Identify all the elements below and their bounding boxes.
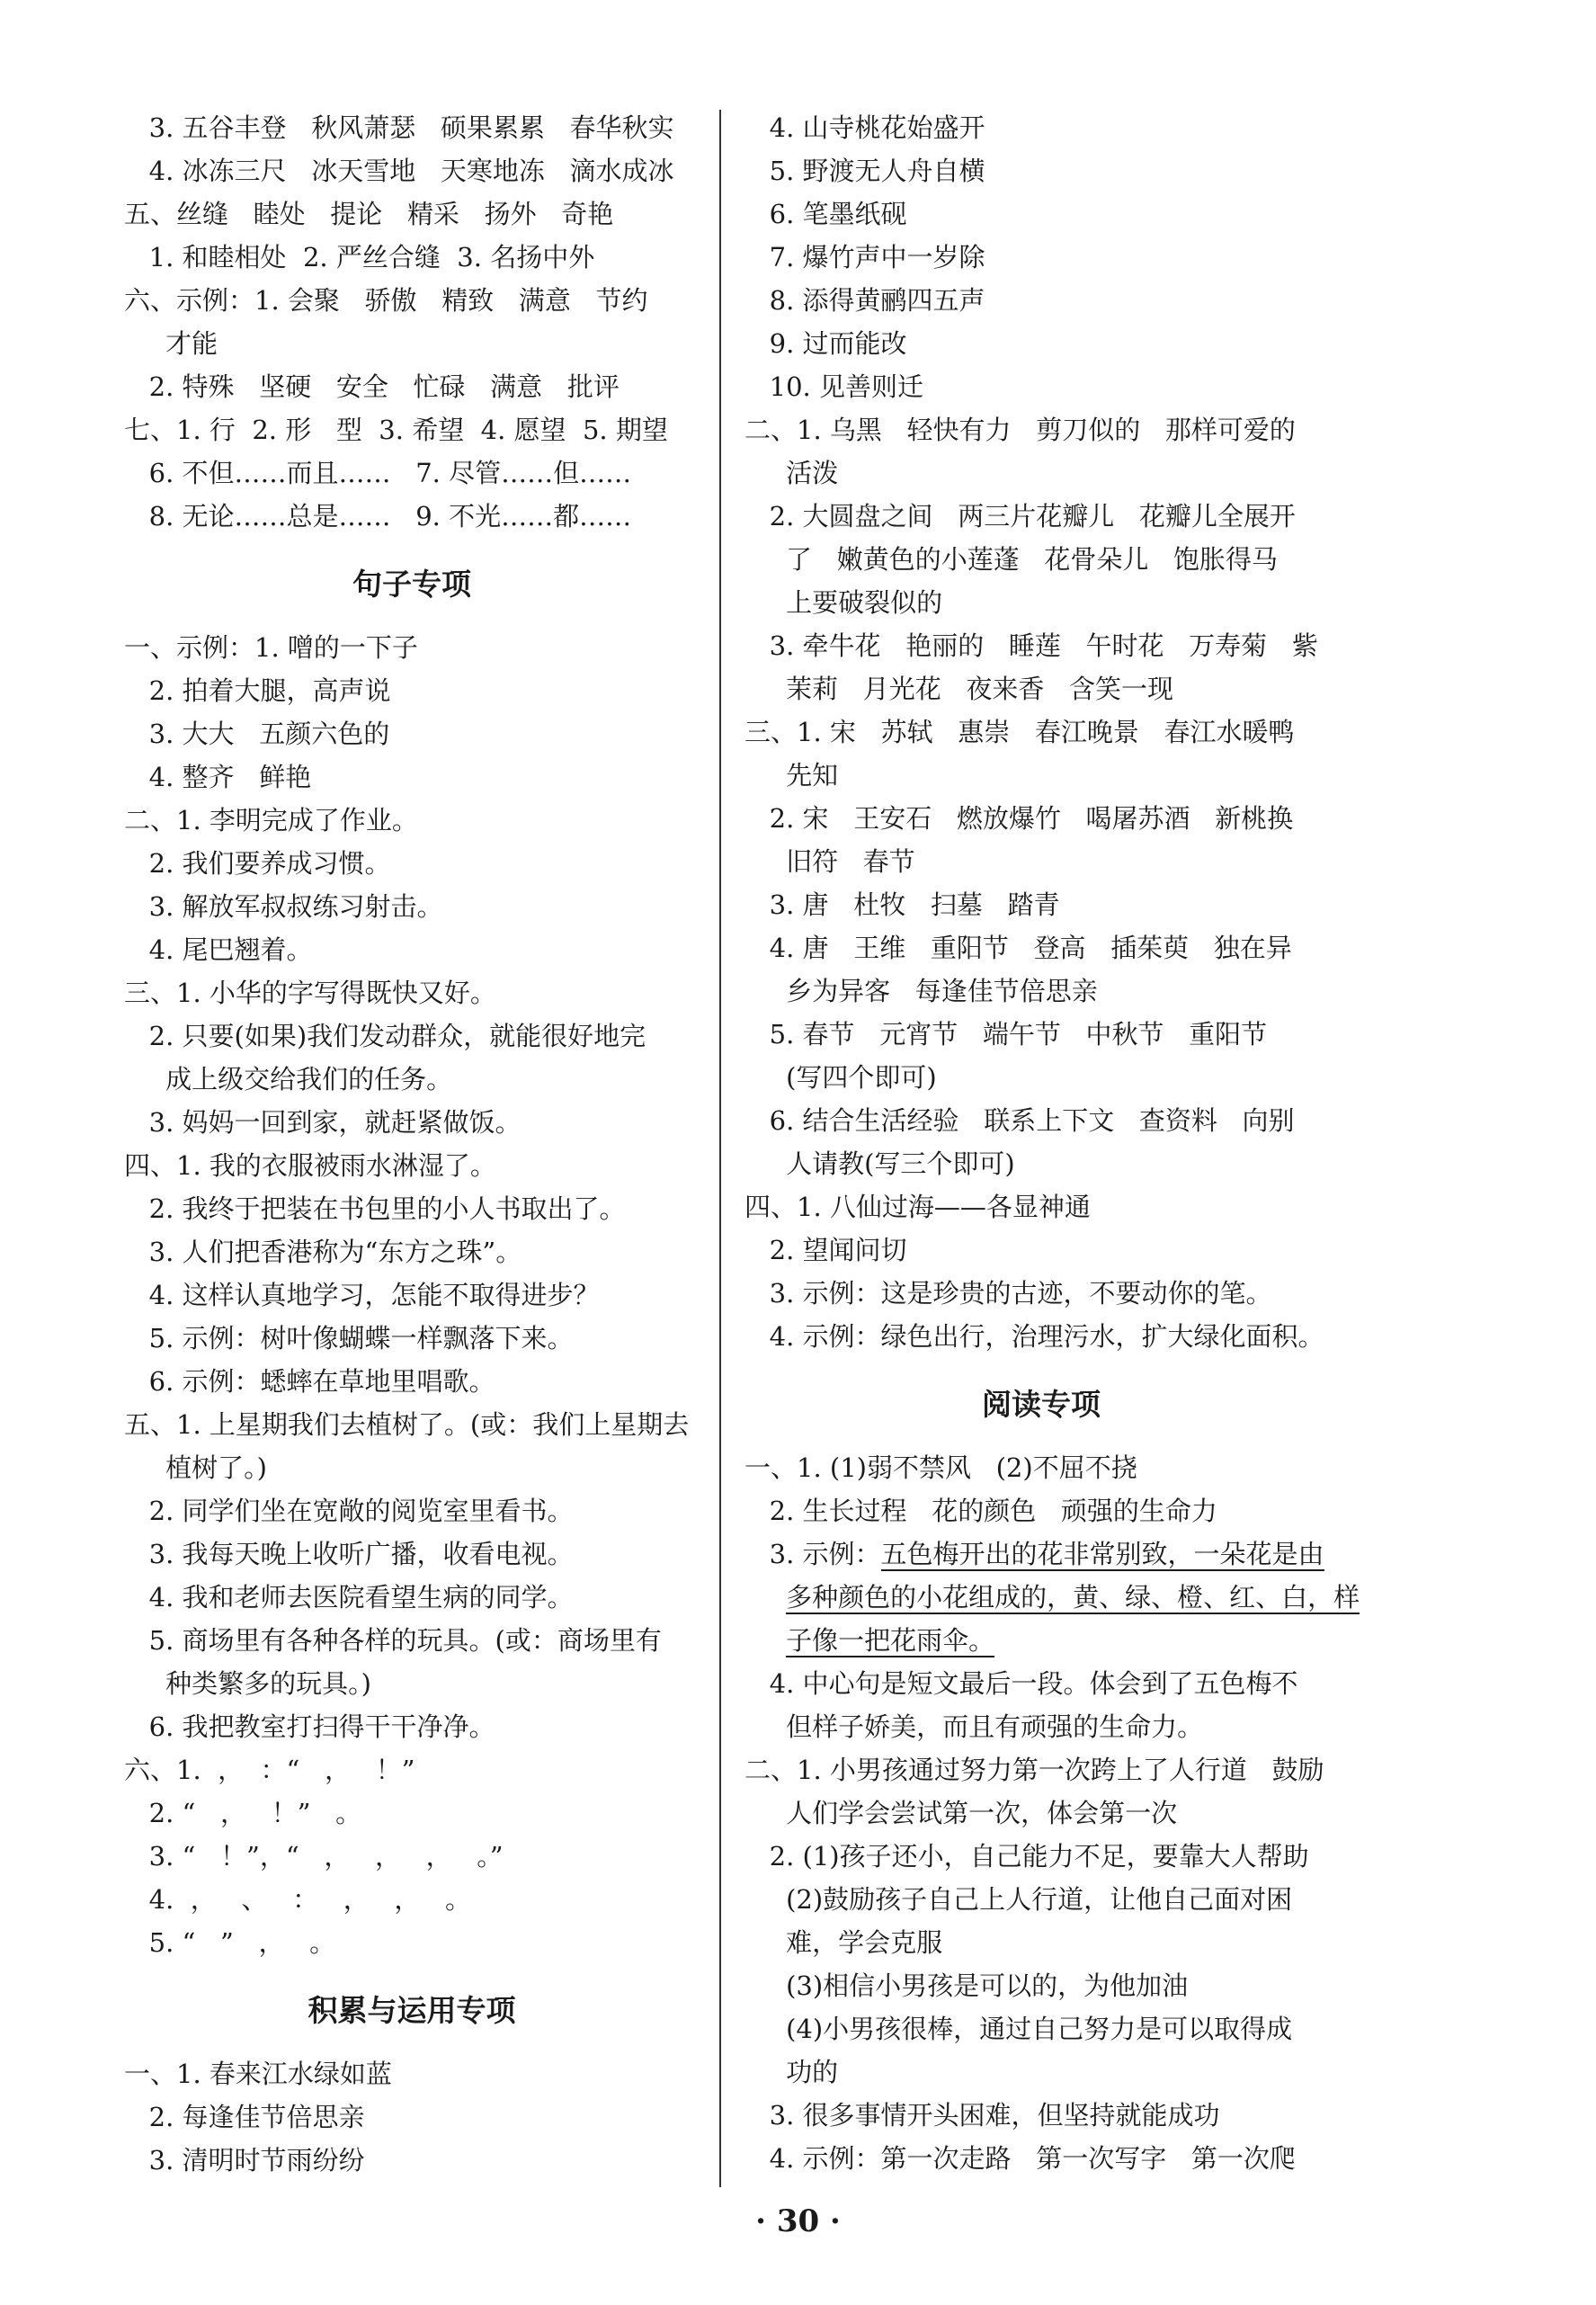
line-text: 2. 拍着大腿，高声说 <box>124 675 391 706</box>
answer-line <box>745 149 1338 192</box>
answer-line <box>124 1576 700 1619</box>
line-text: 2. 宋 王安石 燃放爆竹 喝屠苏酒 新桃换 <box>745 803 1294 834</box>
line-text: 3. “ ！”，“ ， ， ， 。” <box>124 1841 504 1872</box>
line-text: (2)鼓励孩子自己上人行道，让他自己面对困 <box>745 1884 1293 1915</box>
line-text: 3. 很多事情开头困难，但坚持就能成功 <box>745 2100 1220 2131</box>
line-text: 才能 <box>124 328 218 359</box>
answer-line <box>745 1315 1338 1358</box>
answer-line <box>124 1791 700 1835</box>
answer-line <box>124 1317 700 1360</box>
section-heading <box>124 538 700 626</box>
line-text: 二、1. 小男孩通过努力第一次跨上了人行道 鼓励 <box>745 1755 1324 1785</box>
answer-line <box>124 236 700 279</box>
answer-line <box>745 1013 1338 1056</box>
answer-line <box>745 2094 1338 2137</box>
section-heading <box>745 1358 1338 1446</box>
answer-line <box>745 1489 1338 1532</box>
answer-line <box>745 667 1338 710</box>
answer-line <box>124 1446 700 1489</box>
line-text: 人请教(写三个即可) <box>745 1148 1015 1179</box>
line-text: 2. 特殊 坚硬 安全 忙碌 满意 批评 <box>124 371 620 402</box>
answer-line <box>124 1144 700 1187</box>
line-text: 5. 示例：树叶像蝴蝶一样飘落下来。 <box>124 1323 574 1354</box>
answer-line <box>124 451 700 495</box>
answer-line <box>124 1403 700 1446</box>
line-text: 一、1. 春来江水绿如蓝 <box>124 2059 392 2089</box>
answer-line <box>124 1835 700 1878</box>
left-column <box>124 106 700 2182</box>
answer-line <box>745 365 1338 408</box>
answer-line <box>124 365 700 408</box>
answer-line <box>745 1705 1338 1748</box>
answer-line <box>745 926 1338 969</box>
answer-line <box>124 1619 700 1662</box>
line-text: (4)小男孩很棒，通过自己努力是可以取得成 <box>745 2014 1293 2044</box>
answer-line <box>745 279 1338 322</box>
answer-line <box>745 710 1338 754</box>
line-text: 4. 唐 王维 重阳节 登高 插茱萸 独在异 <box>745 933 1292 963</box>
line-text: 一、示例：1. 噌的一下子 <box>124 632 418 663</box>
line-text: 六、示例：1. 会聚 骄傲 精致 满意 节约 <box>124 285 648 316</box>
line-text <box>745 1625 786 1656</box>
line-text: 2. 望闻问切 <box>745 1235 907 1265</box>
line-text: 4. 示例：第一次走路 第一次写字 第一次爬 <box>745 2143 1296 2174</box>
answer-line <box>124 408 700 451</box>
line-text: 人们学会尝试第一次，体会第一次 <box>745 1798 1178 1828</box>
line-text: 2. (1)孩子还小，自己能力不足，要靠大人帮助 <box>745 1841 1309 1872</box>
line-text: 茉莉 月光花 夜来香 含笑一现 <box>745 674 1174 704</box>
line-text: 4. 中心句是短文最后一段。体会到了五色梅不 <box>745 1668 1298 1699</box>
line-text: 活泼 <box>745 458 839 488</box>
answer-line <box>124 1058 700 1101</box>
answer-line <box>745 1576 1360 1619</box>
line-text: 旧符 春节 <box>745 846 915 877</box>
answer-line <box>745 581 1338 624</box>
line-text: 2. 我终于把装在书包里的小人书取出了。 <box>124 1193 626 1224</box>
line-text: 4. 冰冻三尺 冰天雪地 天寒地冻 滴水成冰 <box>124 156 674 186</box>
answer-line <box>124 1878 700 1921</box>
line-text: 3. 示例： <box>745 1539 881 1569</box>
line-text: 3. 牵牛花 艳丽的 睡莲 午时花 万寿菊 紫 <box>745 630 1318 661</box>
line-text: 二、1. 李明完成了作业。 <box>124 805 418 835</box>
line-text: 一、1. (1)弱不禁风 (2)不屈不挠 <box>745 1452 1137 1483</box>
line-text: 2. “ ， ！” 。 <box>124 1798 362 1828</box>
line-text: 6. 不但……而且…… 7. 尽管……但…… <box>124 458 632 488</box>
line-text: 了 嫩黄色的小莲蓬 花骨朵儿 饱胀得马 <box>745 544 1279 575</box>
line-text: 乡为异客 每逢佳节倍思亲 <box>745 976 1098 1006</box>
line-text: (3)相信小男孩是可以的，为他加油 <box>745 1970 1189 2001</box>
line-text: 2. 大圆盘之间 两三片花瓣儿 花瓣儿全展开 <box>745 501 1296 532</box>
answer-line <box>745 2007 1338 2050</box>
line-text: 三、1. 宋 苏轼 惠崇 春江晚景 春江水暖鸭 <box>745 717 1295 747</box>
line-text: 4. 我和老师去医院看望生病的同学。 <box>124 1582 574 1613</box>
line-text: 4. ， 、 ： ， ， 。 <box>124 1884 472 1915</box>
line-text: 5. 野渡无人舟自横 <box>745 156 985 186</box>
line-text: 阅读专项 <box>982 1387 1101 1422</box>
answer-line <box>124 1360 700 1403</box>
answer-line <box>124 192 700 236</box>
line-text: 句子专项 <box>352 567 471 602</box>
section-heading <box>124 1964 700 2052</box>
answer-line <box>124 1014 700 1058</box>
answer-line <box>124 842 700 885</box>
line-text: 5. “ ” ， 。 <box>124 1927 336 1958</box>
line-text: 七、1. 行 2. 形 型 3. 希望 4. 愿望 5. 期望 <box>124 415 668 445</box>
line-text: 四、1. 八仙过海——各显神通 <box>745 1192 1091 1222</box>
answer-line <box>124 928 700 971</box>
line-text: 6. 我把教室打扫得干干净净。 <box>124 1711 495 1742</box>
answer-line <box>745 2137 1338 2180</box>
answer-line <box>124 1230 700 1273</box>
answer-line <box>124 495 700 538</box>
answer-line <box>745 2050 1338 2094</box>
underlined-text: 五色梅开出的花非常别致，一朵花是由 <box>880 1539 1324 1569</box>
line-text: 成上级交给我们的任务。 <box>124 1064 453 1094</box>
line-text <box>745 1582 786 1613</box>
line-text: 4. 山寺桃花始盛开 <box>745 112 985 143</box>
answer-line <box>124 669 700 712</box>
line-text: 先知 <box>745 760 839 791</box>
line-text: 功的 <box>745 2057 839 2087</box>
answer-line <box>745 451 1338 495</box>
answer-line <box>124 712 700 755</box>
line-text: 3. 清明时节雨纷纷 <box>124 2145 365 2175</box>
line-text: 2. 生长过程 花的颜色 顽强的生命力 <box>745 1496 1217 1526</box>
line-text: 3. 妈妈一回到家，就赶紧做饭。 <box>124 1107 522 1138</box>
answer-line <box>124 2139 700 2182</box>
answer-line <box>745 1185 1338 1228</box>
line-text: 3. 五谷丰登 秋风萧瑟 硕果累累 春华秋实 <box>124 112 674 143</box>
line-text: 3. 人们把香港称为“东方之珠”。 <box>124 1237 522 1267</box>
line-text: 5. 商场里有各种各样的玩具。(或：商场里有 <box>124 1625 662 1656</box>
answer-line <box>124 885 700 928</box>
line-text: 但样子娇美，而且有顽强的生命力。 <box>745 1711 1204 1742</box>
answer-line <box>124 1273 700 1317</box>
line-text: 种类繁多的玩具。) <box>124 1668 371 1699</box>
line-text: 五、丝缝 睦处 提论 精采 扬外 奇艳 <box>124 199 614 229</box>
answer-line <box>124 1705 700 1748</box>
answer-line <box>745 1228 1338 1272</box>
answer-line <box>124 322 700 365</box>
answer-line <box>745 1791 1338 1835</box>
line-text: 5. 春节 元宵节 端午节 中秋节 重阳节 <box>745 1019 1268 1050</box>
line-text: 三、1. 小华的字写得既快又好。 <box>124 978 496 1008</box>
answer-line <box>745 1532 1338 1576</box>
line-text: 4. 示例：绿色出行，治理污水，扩大绿化面积。 <box>745 1321 1324 1352</box>
line-text: 1. 和睦相处 2. 严丝合缝 3. 名扬中外 <box>124 242 595 272</box>
answer-line <box>124 1187 700 1230</box>
answer-line <box>124 755 700 799</box>
underlined-text: 多种颜色的小花组成的，黄、绿、橙、红、白，样 <box>786 1582 1360 1613</box>
answer-line <box>124 149 700 192</box>
line-text: 五、1. 上星期我们去植树了。(或：我们上星期去 <box>124 1409 690 1440</box>
line-text: 3. 示例：这是珍贵的古迹，不要动你的笔。 <box>745 1278 1272 1309</box>
answer-line <box>124 1532 700 1576</box>
line-text: 上要破裂似的 <box>745 587 943 618</box>
answer-line <box>745 1662 1338 1705</box>
line-text: 2. 同学们坐在宽敞的阅览室里看书。 <box>124 1496 574 1526</box>
answer-line <box>745 1099 1338 1142</box>
answer-line <box>745 969 1338 1013</box>
answer-line <box>745 1835 1338 1878</box>
line-text: 3. 唐 杜牧 扫墓 踏青 <box>745 889 1060 920</box>
line-text: 二、1. 乌黑 轻快有力 剪刀似的 那样可爱的 <box>745 415 1296 445</box>
answer-line <box>745 1446 1338 1489</box>
line-text: (写四个即可) <box>745 1062 937 1093</box>
line-text: 2. 只要(如果)我们发动群众，就能很好地完 <box>124 1021 646 1051</box>
line-text: 6. 示例：蟋蟀在草地里唱歌。 <box>124 1366 495 1397</box>
line-text: 9. 过而能改 <box>745 328 907 359</box>
answer-line <box>745 1619 1338 1662</box>
right-column <box>745 106 1360 2180</box>
answer-line <box>745 883 1338 926</box>
answer-line <box>124 1101 700 1144</box>
line-text: 3. 大大 五颜六色的 <box>124 719 390 749</box>
underlined-text: 子像一把花雨伞。 <box>786 1625 995 1656</box>
line-text: 2. 每逢佳节倍思亲 <box>124 2102 365 2132</box>
answer-line <box>124 1921 700 1964</box>
answer-line <box>745 1142 1338 1185</box>
answer-line <box>124 1748 700 1791</box>
answer-line <box>124 626 700 669</box>
answer-line <box>124 2052 700 2095</box>
line-text: 8. 无论……总是…… 9. 不光……都…… <box>124 501 632 532</box>
answer-line <box>124 971 700 1014</box>
answer-line <box>745 840 1338 883</box>
answer-line <box>124 1489 700 1532</box>
answer-line <box>124 799 700 842</box>
answer-line <box>745 754 1338 797</box>
line-text: 4. 这样认真地学习，怎能不取得进步？ <box>124 1280 600 1310</box>
answer-line <box>745 192 1338 236</box>
column-divider <box>719 110 721 2187</box>
line-text: 六、1. ， ：“ ， ！” <box>124 1755 415 1785</box>
answer-line <box>745 408 1338 451</box>
answer-line <box>124 1662 700 1705</box>
line-text: 3. 我每天晚上收听广播，收看电视。 <box>124 1539 574 1569</box>
answer-line <box>745 1056 1338 1099</box>
line-text: 4. 整齐 鲜艳 <box>124 762 312 792</box>
line-text: 四、1. 我的衣服被雨水淋湿了。 <box>124 1150 496 1181</box>
line-text: 8. 添得黄鹂四五声 <box>745 285 985 316</box>
answer-line <box>745 1921 1338 1964</box>
answer-line <box>745 1964 1338 2007</box>
answer-line <box>124 106 700 149</box>
line-text: 难，学会克服 <box>745 1927 943 1958</box>
answer-line <box>745 538 1338 581</box>
answer-line <box>745 1272 1338 1315</box>
answer-line <box>124 279 700 322</box>
line-text: 6. 结合生活经验 联系上下文 查资料 向别 <box>745 1105 1295 1136</box>
line-text: 积累与运用专项 <box>308 1993 516 2028</box>
line-text: 植树了。) <box>124 1452 267 1483</box>
line-text: 6. 笔墨纸砚 <box>745 199 907 229</box>
answer-line <box>745 1748 1338 1791</box>
answer-line <box>124 2095 700 2139</box>
answer-line <box>745 797 1338 840</box>
answer-line <box>745 624 1338 667</box>
line-text: 10. 见善则迁 <box>745 371 923 402</box>
answer-line <box>745 106 1338 149</box>
answer-line <box>745 1878 1338 1921</box>
answer-line <box>745 236 1338 279</box>
line-text: 7. 爆竹声中一岁除 <box>745 242 985 272</box>
page-number: · 30 · <box>755 2203 841 2239</box>
line-text: 3. 解放军叔叔练习射击。 <box>124 891 443 922</box>
line-text: 4. 尾巴翘着。 <box>124 934 313 965</box>
answer-line <box>745 495 1338 538</box>
line-text: 2. 我们要养成习惯。 <box>124 848 391 879</box>
answer-line <box>745 322 1338 365</box>
